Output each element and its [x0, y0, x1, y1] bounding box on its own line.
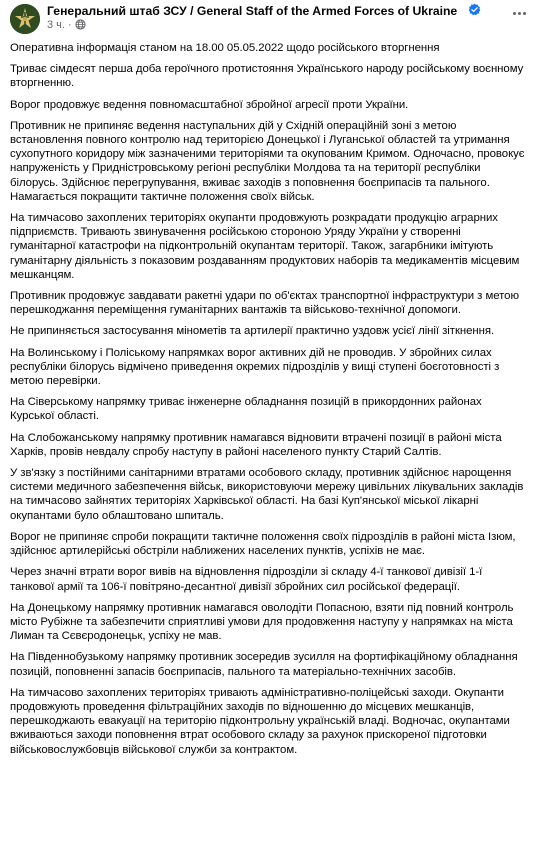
post-paragraph: Триває сімдесят перша доба героїчного протистояння Українського народу російському воєнному вторгненню. [10, 63, 524, 90]
post-paragraph: Оперативна інформація станом на 18.00 05.05.2022 щодо російського вторгнення [10, 42, 440, 54]
post-header [0, 0, 538, 38]
post-paragraph: Ворог продовжує ведення повномасштабної збройної агресії проти України. [10, 98, 409, 111]
post-meta [47, 19, 86, 32]
post-paragraph: На Донецькому напрямку противник намагався оволодіти Попасною, взяти під повний контроль місто Рубіжне та забезпечити сприятливі умови для продовження наступу у напрямках на міста Лиман та Сєвєродонецьк, успіху не мав. [10, 601, 514, 643]
page-name-link[interactable]: Генеральний штаб ЗСУ / General Staff of the Armed Forces of Ukraine [47, 4, 458, 18]
post-paragraph: Противник продовжує завдавати ракетні удари по об'єктах транспортної інфраструктури з метою перешкоджання переміщення гуманітарних вантажів та військово-технічної допомоги. [10, 290, 519, 317]
post-timestamp[interactable]: 3 ч. [47, 19, 65, 31]
meta-separator: · [67, 19, 72, 31]
verified-badge-icon [468, 3, 481, 16]
post-paragraph: На тимчасово захоплених територіях тривають адміністративно-поліцейські заходи. Окупанти продовжують проведення фільтраційних заходів по відношенню до місцевих мешканців, перешкоджають евакуації на територію підконтрольну українській владі. Водночас, окупантами вживаються заходи поповнення втрат особового складу за рахунок прискореної підготовки військовослужбовців військової служби за контрактом. [10, 686, 510, 756]
post-paragraph: Через значні втрати ворог вивів на відновлення підрозділи зі складу 4-ї танкової дивізії 1-ї танкової армії та 106-ї повітряно-десантної дивізії збройних сил російської федерації. [10, 566, 483, 593]
post-paragraph: На тимчасово захоплених територіях окупанти продовжують розкрадати продукцію аграрних підприємств. Тривають звинувачення російською стороною Уряду України у створенні гуманітарної катастрофи на підконтрольній окупантам території. Також, загарбники імітують гуманітарну діяльність з показовим роздаванням продуктових наборів та медикаментів місцевим мешканцям. [10, 212, 520, 281]
post-paragraph: У зв'язку з постійними санітарними втратами особового складу, противник здійснює нарощення системи медичного забезпечення військ, використовуючи мережу цивільних лікувальних закладів на тимчасово зайнятих територіях Харківської області. На базі Куп'янської міської лікарні окупантами було облаштовано шпиталь. [10, 467, 524, 522]
avatar[interactable] [10, 4, 40, 34]
more-options-icon [513, 12, 516, 15]
post-paragraph: На Волинському і Поліському напрямках ворог активних дій не проводив. У збройних силах республіки білорусь відмічено приведення окремих підрозділів у вищі ступені боєготовності з метою перевірки. [10, 346, 500, 388]
more-options-button[interactable] [508, 6, 530, 20]
post-paragraph: Противник не припиняє ведення наступальних дій у Східній операційній зоні з метою встановлення повного контролю над територією Донецької і Луганської областей та утримання сухопутного коридору між зазначеними територіями та окупованим Кримом. Одночасно, провокує напруженість у Придністровському регіоні республіки Молдова та на території республіки білорусь. Здійснює перегрупування, вживає заходів з поповнення боєприпасів та пального. Намагається покращити тактичне положення своїх військ. [10, 119, 525, 203]
post-paragraph: На Слобожанському напрямку противник намагався відновити втрачені позиції в районі міста Харків, провів невдалу спробу наступу в районі населеного пункту Старий Салтів. [10, 431, 502, 458]
globe-icon[interactable] [75, 19, 86, 30]
more-options-icon-dot [523, 12, 526, 15]
more-options-icon-dot [518, 12, 521, 15]
armed-forces-emblem-icon [10, 4, 40, 34]
post-paragraph: На Сіверському напрямку триває інженерне обладнання позицій в прикордонних районах Курської області. [10, 396, 482, 423]
post-paragraph: Ворог не припиняє спроби покращити тактичне положення своїх підрозділів в районі міста Ізюм, здійснює артилерійські обстріли наближених населених пунктів, успіхів не має. [10, 530, 516, 558]
post-paragraph: На Південнобузькому напрямку противник зосередив зусилля на фортифікаційному обладнання позицій, поповненні запасів боєприпасів, пального та матеріально-технічних засобів. [10, 651, 518, 678]
post-text [10, 41, 528, 764]
post-paragraph: Не припиняється застосування мінометів та артилерії практично уздовж усієї лінії зіткнення. [10, 325, 495, 338]
